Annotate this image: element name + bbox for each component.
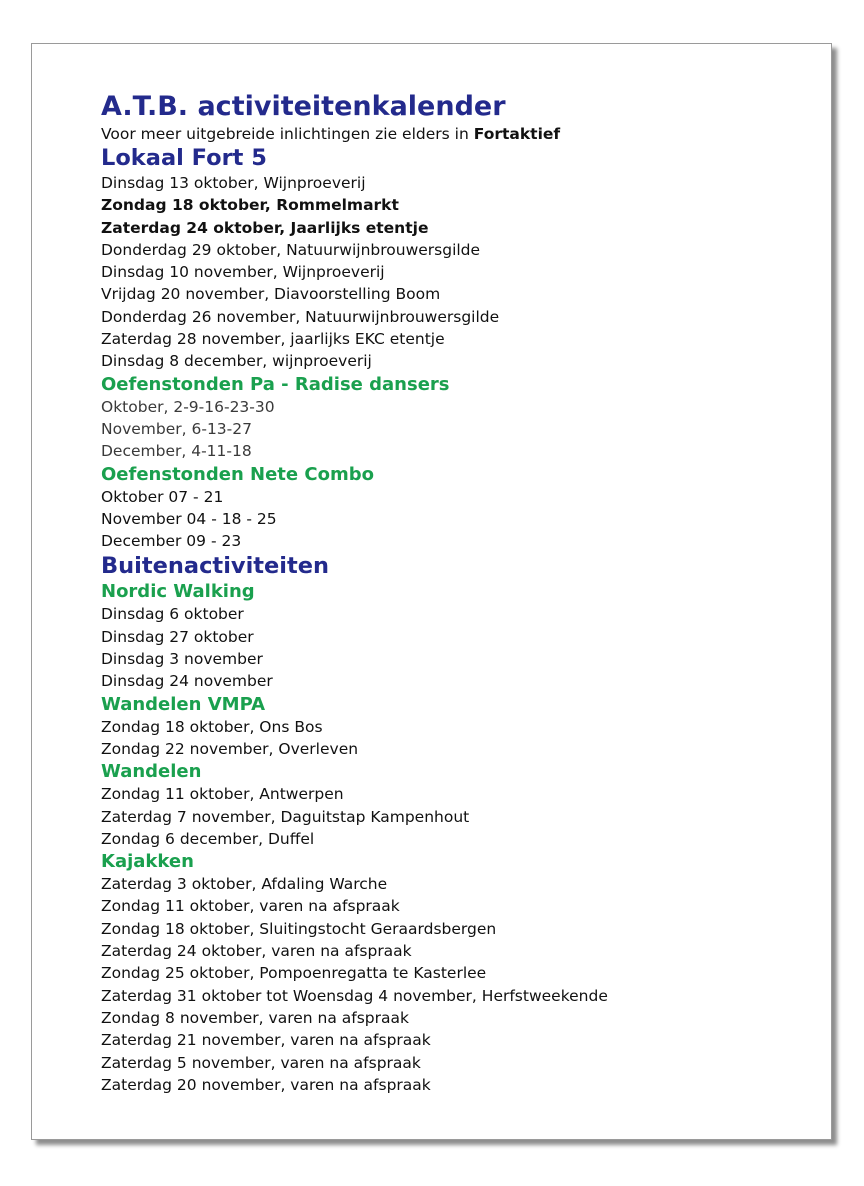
list-item: Dinsdag 24 november bbox=[101, 672, 273, 691]
page-subtitle bbox=[101, 124, 821, 144]
subtitle-bold: Fortaktief bbox=[473, 125, 561, 143]
list-item: Dinsdag 3 november bbox=[101, 650, 263, 669]
list-radise bbox=[101, 396, 821, 463]
list-item: Zaterdag 3 oktober, Afdaling Warche bbox=[101, 875, 388, 894]
list-item: Zondag 11 oktober, varen na afspraak bbox=[101, 897, 400, 916]
heading-wandelen: Wandelen bbox=[101, 761, 202, 783]
list-item: December, 4-11-18 bbox=[101, 442, 252, 461]
list-item: Dinsdag 27 oktober bbox=[101, 627, 254, 646]
list-item: December 09 - 23 bbox=[101, 532, 242, 551]
list-nordic bbox=[101, 603, 821, 692]
list-item: November 04 - 18 - 25 bbox=[101, 509, 277, 528]
list-kajakken bbox=[101, 873, 821, 1096]
list-item: Zondag 6 december, Duffel bbox=[101, 829, 315, 848]
list-item: Zaterdag 5 november, varen na afspraak bbox=[101, 1053, 421, 1072]
list-item: Zaterdag 24 oktober, Jaarlijks etentje bbox=[101, 218, 429, 237]
list-item: Zondag 25 oktober, Pompoenregatta te Kasterlee bbox=[101, 964, 487, 983]
document-page bbox=[31, 43, 832, 1140]
list-item: Vrijdag 20 november, Diavoorstelling Boom bbox=[101, 285, 441, 304]
list-nete bbox=[101, 486, 821, 553]
list-item: Dinsdag 13 oktober, Wijnproeverij bbox=[101, 174, 366, 192]
list-item: Oktober, 2-9-16-23-30 bbox=[101, 397, 275, 416]
list-item: Zondag 18 oktober, Rommelmarkt bbox=[101, 196, 399, 215]
list-vmpa bbox=[101, 716, 821, 761]
list-item: Dinsdag 6 oktober bbox=[101, 605, 244, 624]
list-item: Zaterdag 28 november, jaarlijks EKC etentje bbox=[101, 330, 445, 349]
list-item: Zondag 11 oktober, Antwerpen bbox=[101, 785, 344, 804]
list-item: Zaterdag 31 oktober tot Woensdag 4 november, Herfstweekende bbox=[101, 986, 608, 1005]
list-item: Zondag 18 oktober, Sluitingstocht Geraardsbergen bbox=[101, 919, 497, 938]
heading-lokaal: Lokaal Fort 5 bbox=[101, 145, 267, 171]
list-item: Donderdag 29 oktober, Natuurwijnbrouwersgilde bbox=[101, 240, 481, 259]
page-content bbox=[101, 90, 821, 1096]
page-title: A.T.B. activiteitenkalender bbox=[101, 91, 506, 122]
list-item: Dinsdag 8 december, wijnproeverij bbox=[101, 352, 372, 371]
heading-nordic: Nordic Walking bbox=[101, 581, 255, 603]
heading-buiten: Buitenactiviteiten bbox=[101, 553, 330, 580]
list-item: Zaterdag 21 november, varen na afspraak bbox=[101, 1031, 431, 1050]
list-wandelen bbox=[101, 783, 821, 850]
list-item: Zondag 18 oktober, Ons Bos bbox=[101, 717, 323, 736]
list-item: Zondag 8 november, varen na afspraak bbox=[101, 1008, 409, 1027]
list-item: Dinsdag 10 november, Wijnproeverij bbox=[101, 263, 385, 282]
list-item: Zaterdag 7 november, Daguitstap Kampenhout bbox=[101, 807, 470, 826]
list-item: Zondag 22 november, Overleven bbox=[101, 739, 359, 758]
list-item: Donderdag 26 november, Natuurwijnbrouwersgilde bbox=[101, 307, 500, 326]
list-item: Oktober 07 - 21 bbox=[101, 487, 224, 506]
list-item: Zaterdag 24 oktober, varen na afspraak bbox=[101, 942, 412, 961]
heading-radise: Oefenstonden Pa - Radise dansers bbox=[101, 373, 450, 395]
heading-vmpa: Wandelen VMPA bbox=[101, 693, 266, 715]
heading-nete: Oefenstonden Nete Combo bbox=[101, 463, 374, 485]
list-item: November, 6-13-27 bbox=[101, 419, 252, 438]
list-lokaal bbox=[101, 172, 821, 373]
list-item: Zaterdag 20 november, varen na afspraak bbox=[101, 1075, 431, 1094]
heading-kajakken: Kajakken bbox=[101, 851, 194, 873]
subtitle-text: Voor meer uitgebreide inlichtingen zie elders in bbox=[101, 125, 469, 143]
